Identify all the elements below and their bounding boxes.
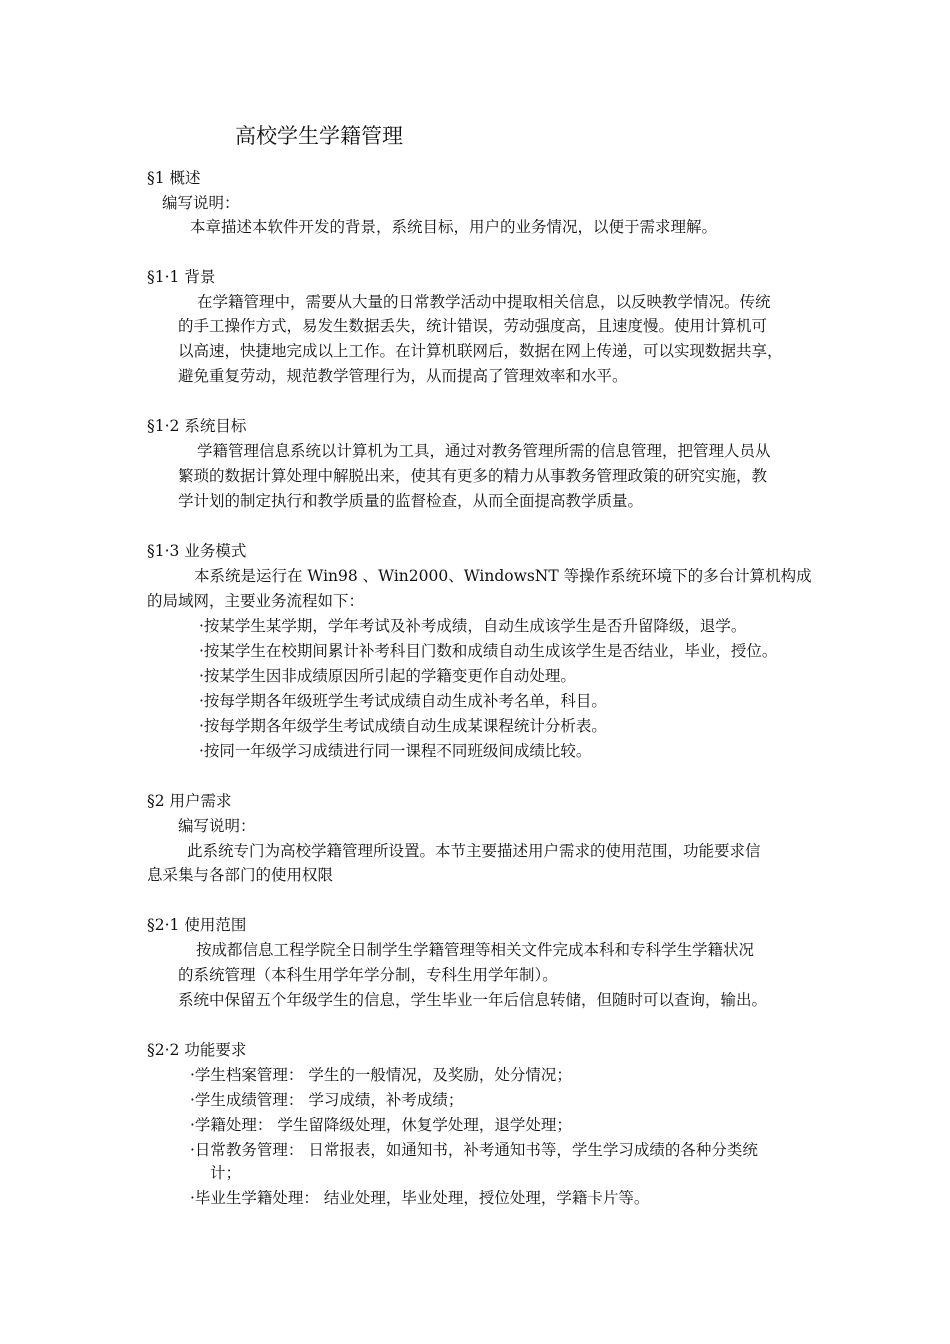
paragraph-line: 的手工操作方式，易发生数据丢失，统计错误，劳动强度高，且速度慢。使用计算机可 <box>178 317 768 335</box>
section-2-1-heading: §2·1 使用范围 <box>147 916 247 934</box>
section-1-note-label: 编写说明： <box>162 194 240 212</box>
paragraph-line: 繁琐的数据计算处理中解脱出来，使其有更多的精力从事教务管理政策的研究实施，教 <box>178 467 768 485</box>
paragraph-line: 避免重复劳动，规范教学管理行为，从而提高了管理效率和水平。 <box>178 367 628 385</box>
section-1-note-text: 本章描述本软件开发的背景，系统目标，用户的业务情况，以便于需求理解。 <box>190 218 718 236</box>
list-item: ·学生成绩管理： 学习成绩，补考成绩； <box>190 1091 464 1109</box>
section-1-3-heading: §1·3 业务模式 <box>147 542 247 560</box>
paragraph-line: 本系统是运行在 Win98 、Win2000、WindowsNT 等操作系统环境下的多台计算机构成 <box>194 567 812 585</box>
list-item: ·毕业生学籍处理： 结业处理，毕业处理，授位处理，学籍卡片等。 <box>190 1189 650 1207</box>
paragraph-line: 学籍管理信息系统以计算机为工具，通过对教务管理所需的信息管理，把管理人员从 <box>197 442 771 460</box>
doc-title: 高校学生学籍管理 <box>235 124 403 148</box>
list-item: ·按每学期各年级班学生考试成绩自动生成补考名单，科目。 <box>199 692 607 710</box>
paragraph-line: 以高速，快捷地完成以上工作。在计算机联网后，数据在网上传递，可以实现数据共享， <box>178 342 783 360</box>
list-item: ·按每学期各年级学生考试成绩自动生成某课程统计分析表。 <box>199 717 607 735</box>
paragraph-line: 在学籍管理中，需要从大量的日常教学活动中提取相关信息，以反映教学情况。传统 <box>197 293 771 311</box>
list-item-continuation: 计； <box>210 1164 242 1182</box>
list-item: ·日常教务管理： 日常报表，如通知书，补考通知书等，学生学习成绩的各种分类统 <box>190 1141 758 1159</box>
paragraph-line: 此系统专门为高校学籍管理所设置。本节主要描述用户需求的使用范围，功能要求信 <box>187 842 761 860</box>
paragraph-line: 按成都信息工程学院全日制学生学籍管理等相关文件完成本科和专科学生学籍状况 <box>196 941 755 959</box>
list-item: ·按同一年级学习成绩进行同一课程不同班级间成绩比较。 <box>199 742 592 760</box>
list-item: ·按某学生因非成绩原因所引起的学籍变更作自动处理。 <box>199 667 576 685</box>
section-2-note-label: 编写说明： <box>178 817 256 835</box>
section-1-heading: §1 概述 <box>147 169 201 187</box>
list-item: ·按某学生在校期间累计补考科目门数和成绩自动生成该学生是否结业，毕业，授位。 <box>199 642 778 660</box>
paragraph-line: 学计划的制定执行和教学质量的监督检查，从而全面提高教学质量。 <box>178 492 644 510</box>
list-item: ·按某学生某学期，学年考试及补考成绩，自动生成该学生是否升留降级，退学。 <box>199 617 747 635</box>
section-2-2-heading: §2·2 功能要求 <box>147 1041 247 1059</box>
list-item: ·学籍处理： 学生留降级处理，休复学处理，退学处理； <box>190 1116 572 1134</box>
section-2-heading: §2 用户需求 <box>147 792 232 810</box>
paragraph-line: 系统中保留五个年级学生的信息，学生毕业一年后信息转储，但随时可以查询，输出。 <box>178 991 768 1009</box>
list-item: ·学生档案管理： 学生的一般情况，及奖励，处分情况； <box>190 1066 572 1084</box>
paragraph-line: 的局域网，主要业务流程如下： <box>147 592 365 610</box>
section-1-1-heading: §1·1 背景 <box>147 268 216 286</box>
section-1-2-heading: §1·2 系统目标 <box>147 417 247 435</box>
paragraph-line: 息采集与各部门的使用权限 <box>147 866 334 884</box>
paragraph-line: 的系统管理（本科生用学年学分制，专科生用学年制）。 <box>178 966 558 984</box>
